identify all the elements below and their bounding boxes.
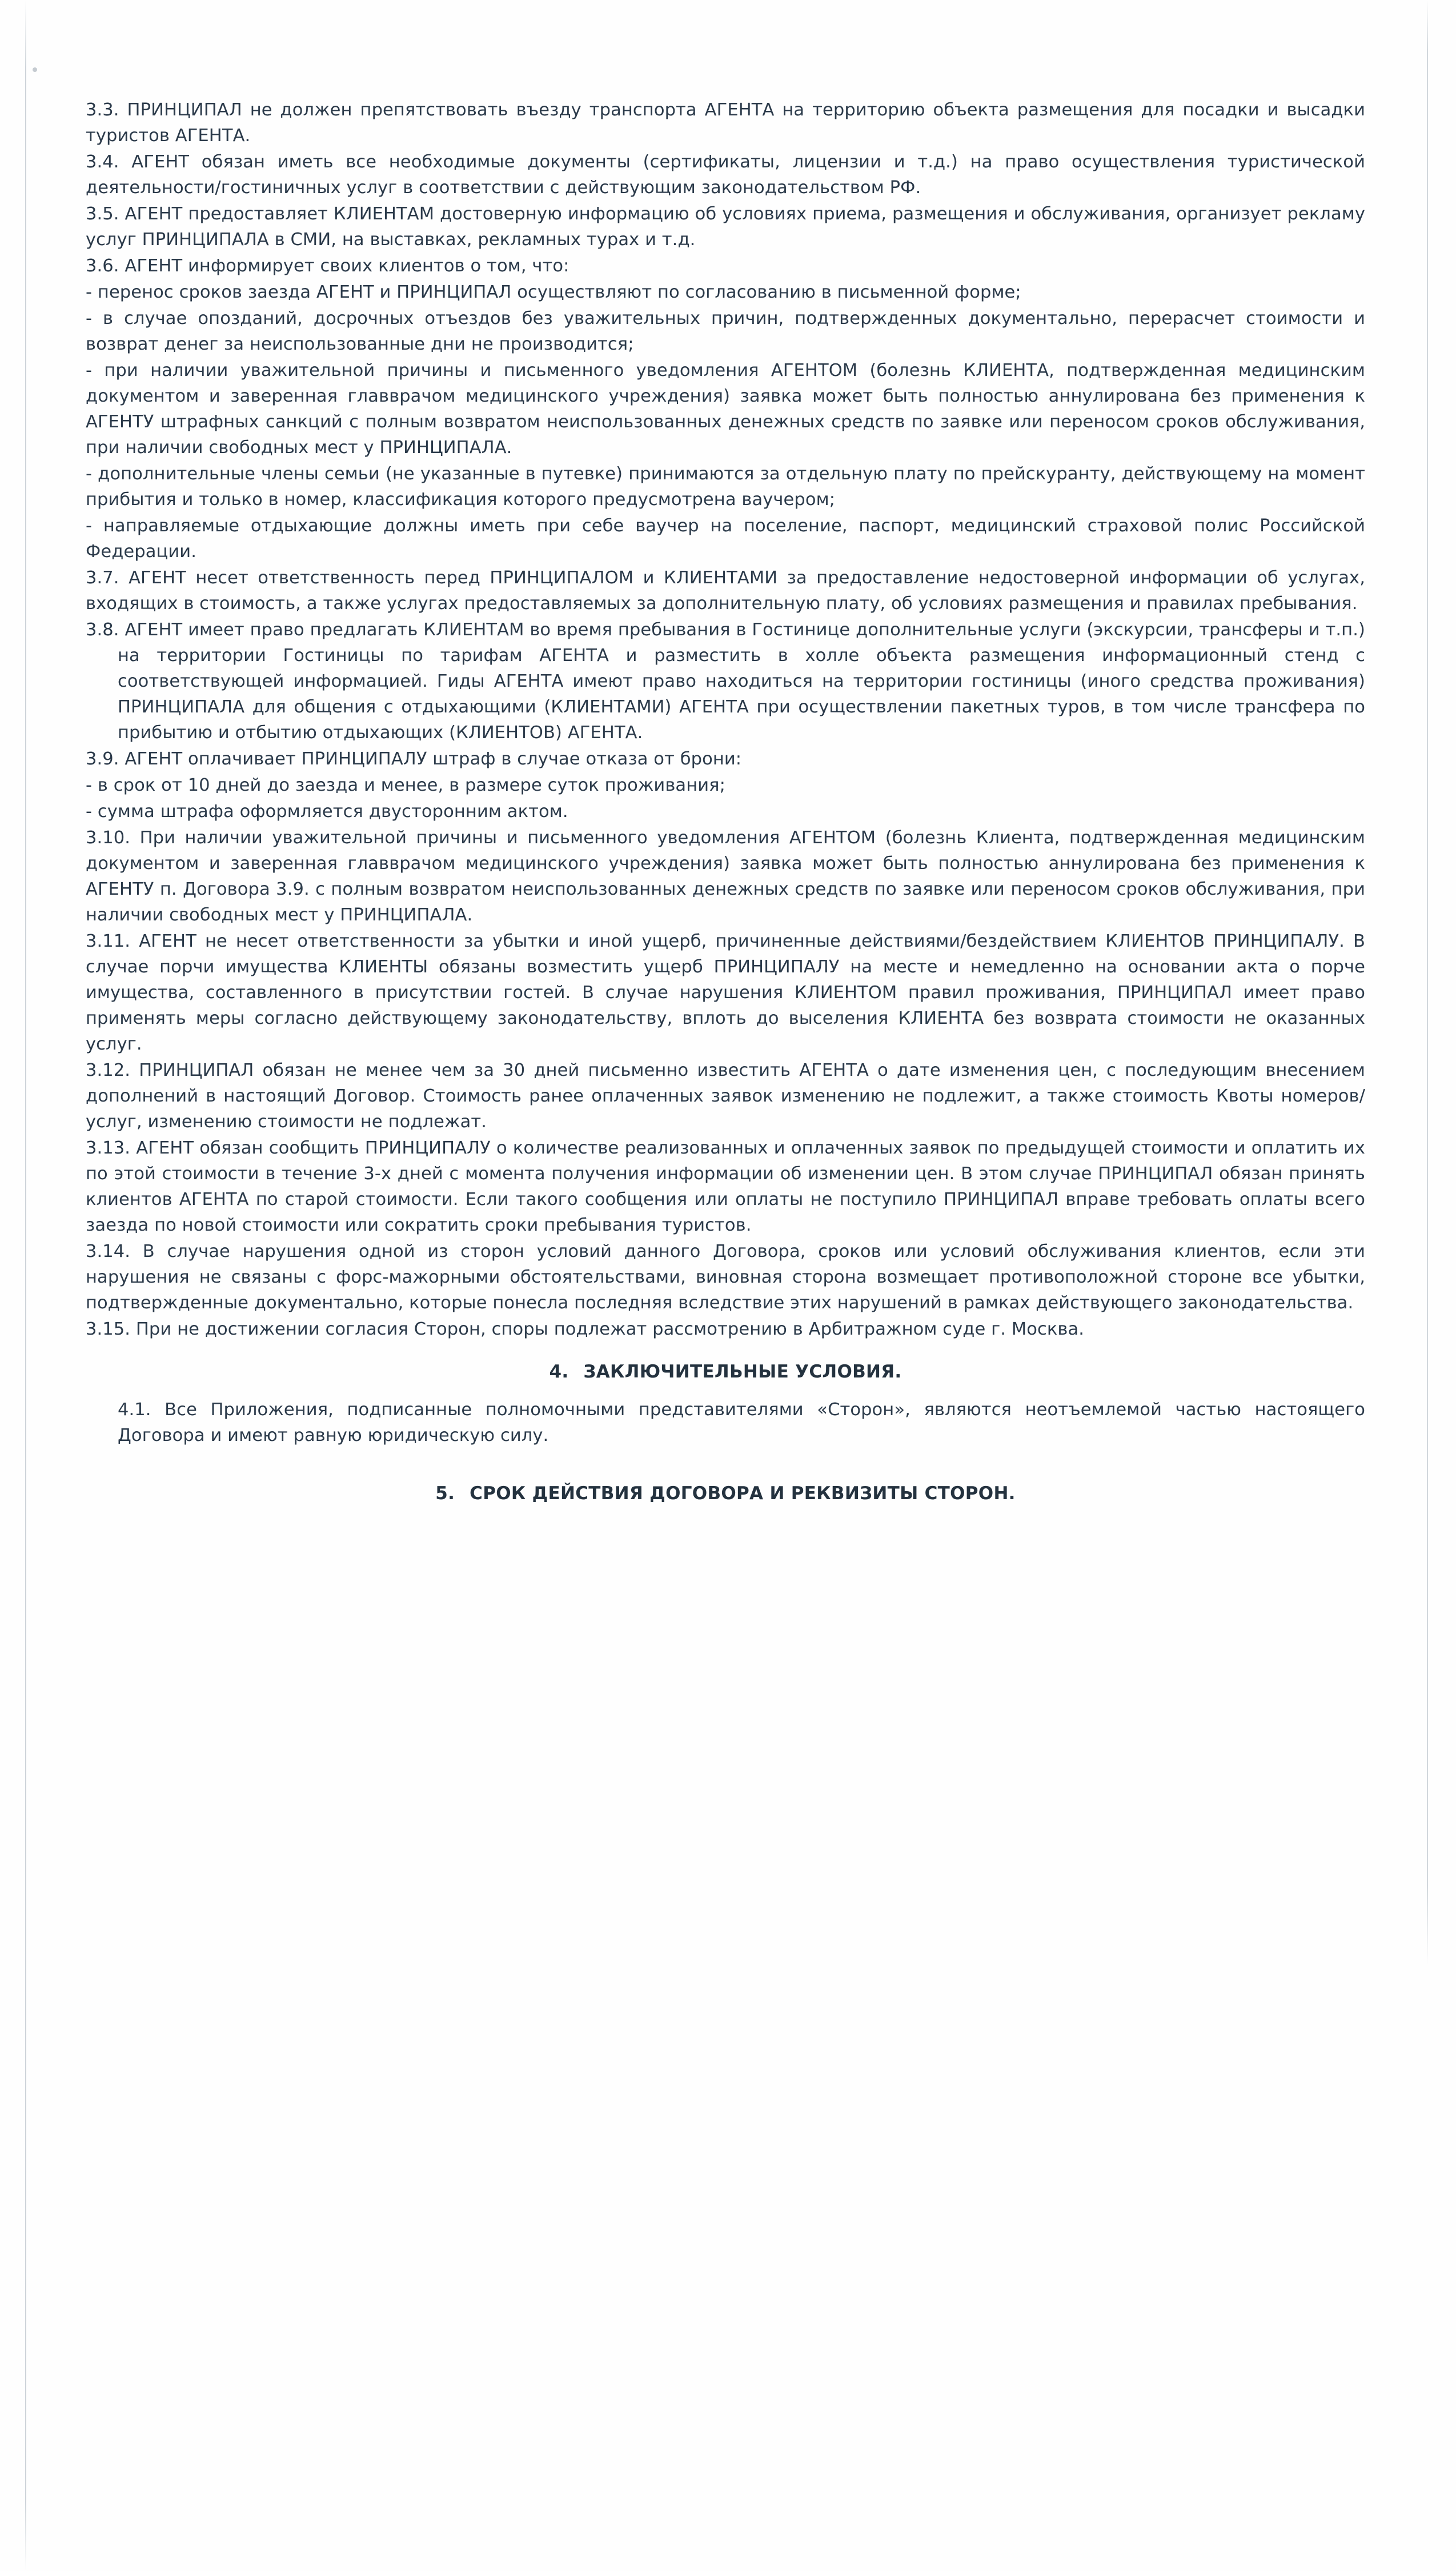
page-right-edge — [1427, 0, 1428, 1965]
section-5-number: 5. — [435, 1483, 455, 1504]
document-text-column — [86, 97, 1365, 1519]
section-5-title: СРОК ДЕЙСТВИЯ ДОГОВОРА И РЕКВИЗИТЫ СТОРОН. — [470, 1483, 1016, 1504]
paragraph-3-7: 3.7. АГЕНТ несет ответственность перед ПРИНЦИПАЛОМ и КЛИЕНТАМИ за предоставление недостоверной информации об услугах, входящих в стоимость, а также услугах предоставляемых за дополнительную плату, об условиях размещения и правилах пребывания. — [86, 568, 1365, 614]
paragraph-3-6-item-d: - дополнительные члены семьи (не указанные в путевке) принимаются за отдельную плату по прейскуранту, действующему на момент прибытия и только в номер, классификация которого предусмотрена ваучером; — [86, 464, 1365, 510]
paragraph-3-13: 3.13. АГЕНТ обязан сообщить ПРИНЦИПАЛУ о количестве реализованных и оплаченных заявок по предыдущей стоимости и оплатить их по этой стоимости в течение 3-х дней с момента получения информации об изменении цен. В этом случае ПРИНЦИПАЛ обязан принять клиентов АГЕНТА по старой стоимости. Если такого сообщения или оплаты не поступило ПРИНЦИПАЛ вправе требовать оплаты всего заезда по новой стоимости или сократить сроки пребывания туристов. — [86, 1138, 1365, 1235]
paragraph-3-10: 3.10. При наличии уважительной причины и письменного уведомления АГЕНТОМ (болезнь Клиента, подтвержденная медицинским документом и заверенная главврачом медицинского учреждения) заявка может быть полностью аннулирована без применения к АГЕНТУ п. Договора 3.9. с полным возвратом неиспользованных денежных средств по заявке или переносом сроков обслуживания, при наличии свободных мест у ПРИНЦИПАЛА. — [86, 828, 1365, 925]
paragraph-4-1: 4.1. Все Приложения, подписанные полномочными представителями «Сторон», являются неотъемлемой частью настоящего Договора и имеют равную юридическую силу. — [118, 1400, 1365, 1445]
paragraph-3-8: 3.8. АГЕНТ имеет право предлагать КЛИЕНТАМ во время пребывания в Гостинице дополнительные услуги (экскурсии, трансферы и т.п.) на территории Гостиницы по тарифам АГЕНТА и разместить в холле объекта размещения информационный стенд с соответствующей информацией. Гиды АГЕНТА имеют право находиться на территории гостиницы (иного средства проживания) ПРИНЦИПАЛА для общения с отдыхающими (КЛИЕНТАМИ) АГЕНТА при осуществлении пакетных туров, в том числе трансфера по прибытию и отбытию отдыхающих (КЛИЕНТОВ) АГЕНТА. — [86, 620, 1365, 743]
paragraph-3-4: 3.4. АГЕНТ обязан иметь все необходимые документы (сертификаты, лицензии и т.д.) на право осуществления туристической деятельности/гостиничных услуг в соответствии с действующим законодательством РФ. — [86, 152, 1365, 198]
paragraph-3-14: 3.14. В случае нарушения одной из сторон условий данного Договора, сроков или условий обслуживания клиентов, если эти нарушения не связаны с форс-мажорными обстоятельствами, виновная сторона возмещает противоположной стороне все убытки, подтвержденные документально, которые понесла последняя вследствие этих нарушений в рамках действующего законодательства. — [86, 1242, 1365, 1313]
spacer — [86, 1449, 1365, 1464]
section-4-title: ЗАКЛЮЧИТЕЛЬНЫЕ УСЛОВИЯ. — [583, 1361, 902, 1382]
paragraph-3-9: 3.9. АГЕНТ оплачивает ПРИНЦИПАЛУ штраф в случае отказа от брони: — [86, 749, 742, 769]
paragraph-3-12: 3.12. ПРИНЦИПАЛ обязан не менее чем за 30 дней письменно известить АГЕНТА о дате изменения цен, с последующим внесением дополнений в настоящий Договор. Стоимость ранее оплаченных заявок изменению не подлежит, а также стоимость Квоты номеров/услуг, изменению стоимости не подлежат. — [86, 1060, 1365, 1132]
section-4-heading — [86, 1361, 1365, 1382]
paragraph-3-15: 3.15. При не достижении согласия Сторон, споры подлежат рассмотрению в Арбитражном суде г. Москва. — [86, 1319, 1085, 1339]
section-4-number: 4. — [549, 1361, 569, 1382]
paragraph-3-6-item-a: - перенос сроков заезда АГЕНТ и ПРИНЦИПАЛ осуществляют по согласованию в письменной форме; — [86, 282, 1021, 302]
paragraph-3-5: 3.5. АГЕНТ предоставляет КЛИЕНТАМ достоверную информацию об условиях приема, размещения и обслуживания, организует рекламу услуг ПРИНЦИПАЛА в СМИ, на выставках, рекламных турах и т.д. — [86, 204, 1365, 250]
paragraph-3-6: 3.6. АГЕНТ информирует своих клиентов о том, что: — [86, 256, 569, 276]
paragraph-3-9-item-b: - сумма штрафа оформляется двусторонним актом. — [86, 802, 568, 822]
paragraph-3-3: 3.3. ПРИНЦИПАЛ не должен препятствовать въезду транспорта АГЕНТА на территорию объекта размещения для посадки и высадки туристов АГЕНТА. — [86, 100, 1365, 146]
paragraph-3-9-item-a: - в срок от 10 дней до заезда и менее, в размере суток проживания; — [86, 775, 725, 795]
paragraph-3-11: 3.11. АГЕНТ не несет ответственности за убытки и иной ущерб, причиненные действиями/бездействием КЛИЕНТОВ ПРИНЦИПАЛУ. В случае порчи имущества КЛИЕНТЫ обязаны возместить ущерб ПРИНЦИПАЛУ на месте и немедленно на основании акта о порче имущества, составленного в присутствии гостей. В случае нарушения КЛИЕНТОМ правил проживания, ПРИНЦИПАЛ имеет право применять меры согласно действующему законодательству, вплоть до выселения КЛИЕНТА без возврата стоимости не оказанных услуг. — [86, 931, 1365, 1054]
paragraph-3-6-item-e: - направляемые отдыхающие должны иметь при себе ваучер на поселение, паспорт, медицинский страховой полис Российской Федерации. — [86, 516, 1365, 562]
paragraph-3-6-item-c: - при наличии уважительной причины и письменного уведомления АГЕНТОМ (болезнь КЛИЕНТА, подтвержденная медицинским документом и заверенная главврачом медицинского учреждения) заявка может быть полностью аннулирована без применения к АГЕНТУ штрафных санкций с полным возвратом неиспользованных денежных средств по заявке или переносом сроков обслуживания, при наличии свободных мест у ПРИНЦИПАЛА. — [86, 361, 1365, 458]
section-5-heading — [86, 1483, 1365, 1504]
paragraph-3-6-item-b: - в случае опозданий, досрочных отъездов без уважительных причин, подтвержденных документально, перерасчет стоимости и возврат денег за неиспользованные дни не производится; — [86, 309, 1365, 354]
page-left-edge — [25, 0, 26, 2571]
scan-corner-mark — [33, 67, 37, 72]
